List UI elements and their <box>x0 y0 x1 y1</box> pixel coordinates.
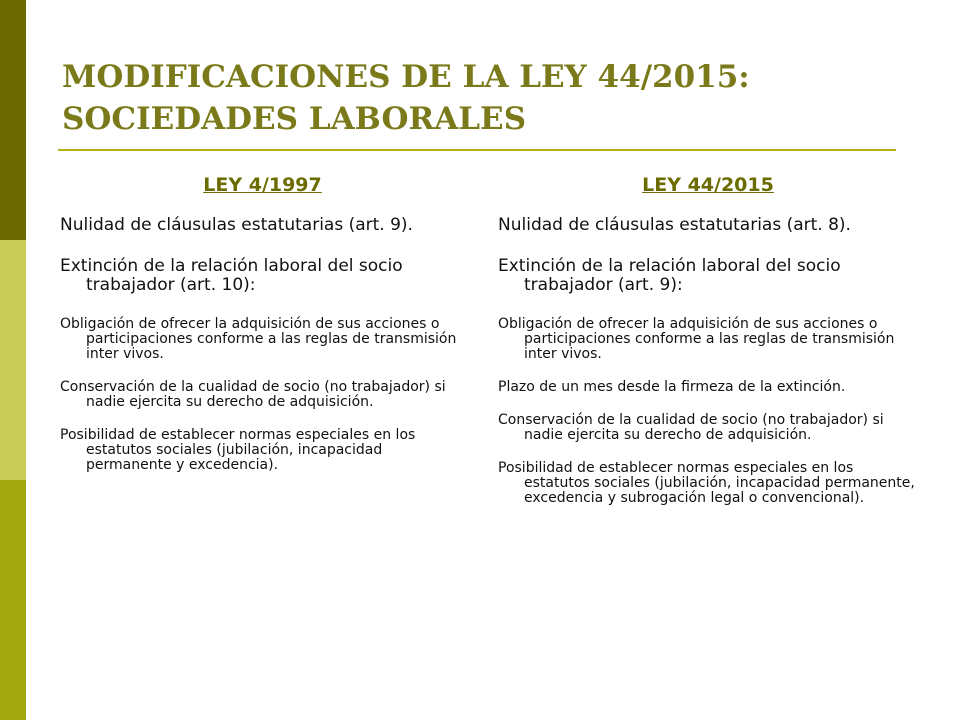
list-item: Nulidad de cláusulas estatutarias (art. 8). <box>498 215 851 235</box>
decor-stripe-top <box>0 0 26 240</box>
list-item: Obligación de ofrecer la adquisición de sus acciones o participaciones conforme a las reglas de transmisión inter vivos. <box>60 316 457 362</box>
column-heading: LEY 44/2015 <box>642 174 774 196</box>
column-ley-44-2015 <box>498 172 918 524</box>
column-ley-4-1997 <box>60 172 465 491</box>
list-item: Posibilidad de establecer normas especiales en los estatutos sociales (jubilación, incapacidad permanente y excedencia). <box>60 427 416 473</box>
list-item: Conservación de la cualidad de socio (no trabajador) si nadie ejercita su derecho de adquisición. <box>60 379 446 410</box>
slide-title-line1: MODIFICACIONES DE LA LEY 44/2015: <box>62 59 750 95</box>
slide-title <box>62 56 922 140</box>
list-item: Posibilidad de establecer normas especiales en los estatutos sociales (jubilación, incapacidad permanente, excedencia y subrogación legal o convencional). <box>498 460 915 506</box>
list-item: Extinción de la relación laboral del socio trabajador (art. 9): <box>498 256 841 295</box>
column-heading: LEY 4/1997 <box>203 174 322 196</box>
list-item: Extinción de la relación laboral del socio trabajador (art. 10): <box>60 256 403 295</box>
list-item: Plazo de un mes desde la firmeza de la extinción. <box>498 379 846 395</box>
decor-stripe-middle <box>0 240 26 480</box>
slide-title-line2: SOCIEDADES LABORALES <box>62 101 527 137</box>
list-item: Nulidad de cláusulas estatutarias (art. 9). <box>60 215 413 235</box>
decor-stripe-bottom <box>0 480 26 720</box>
list-item: Obligación de ofrecer la adquisición de sus acciones o participaciones conforme a las reglas de transmisión inter vivos. <box>498 316 895 362</box>
list-item: Conservación de la cualidad de socio (no trabajador) si nadie ejercita su derecho de adquisición. <box>498 412 884 443</box>
title-divider <box>58 149 896 151</box>
